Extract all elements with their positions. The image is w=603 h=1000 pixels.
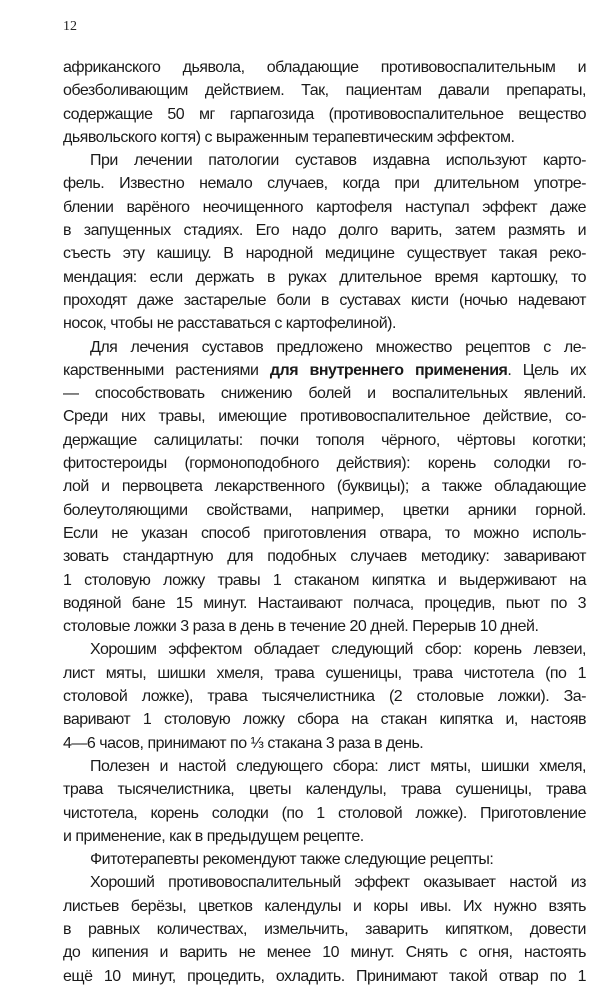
text-line: — способствовать снижению болей и воспалительных явлений. <box>63 385 586 403</box>
text-line: болеутоляющими свойствами, например, цветки арники горной. <box>63 501 586 519</box>
text-line: в равных количествах, измельчить, заварить кипятком, довести <box>63 920 586 938</box>
paragraph-7 <box>63 871 586 987</box>
paragraph-1 <box>63 56 586 149</box>
text-line: Среди них травы, имеющие противовоспалительное действие, со- <box>63 408 586 426</box>
text-line: 1 столовую ложку травы 1 стаканом кипятка и выдерживают на <box>63 571 586 589</box>
text-line: листьев берёзы, цветков календулы и коры ивы. Их нужно взять <box>63 897 586 915</box>
text-line: Хорошим эффектом обладает следующий сбор: корень левзеи, <box>90 641 586 659</box>
text-line: проходят даже застарелые боли в суставах кисти (ночью надевают <box>63 291 586 309</box>
text-line: содержащие 50 мг гарпагозида (противовоспалительное вещество <box>63 105 586 123</box>
paragraph-2 <box>63 149 586 335</box>
text-line: лист мяты, шишки хмеля, трава сушеницы, трава чистотела (по 1 <box>63 664 586 682</box>
paragraph-5 <box>63 755 586 848</box>
text-line: мендация: если держать в руках длительное время картошку, то <box>63 268 586 286</box>
text-line: обезболивающим действием. Так, пациентам давали препараты, <box>63 82 586 100</box>
text-line: Фитотерапевты рекомендуют также следующие рецепты: <box>90 851 494 869</box>
page-body <box>63 56 586 988</box>
text-line: При лечении патологии суставов издавна используют карто- <box>90 152 586 170</box>
text-line: Полезен и настой следующего сбора: лист мяты, шишки хмеля, <box>90 757 586 775</box>
paragraph-3 <box>63 336 586 639</box>
text-line: и применение, как в предыдущем рецепте. <box>63 827 364 845</box>
text-line: африканского дьявола, обладающие противовоспалительным и <box>63 59 586 76</box>
text-line: 4—6 часов, принимают по ⅓ стакана 3 раза в день. <box>63 734 424 752</box>
text-line: зовать стандартную для подобных случаев методику: заваривают <box>63 548 586 566</box>
text-line: трава тысячелистника, цветы календулы, трава сушеницы, трава <box>63 781 586 799</box>
text-segment: . Цель их <box>507 361 586 379</box>
page-number: 12 <box>63 19 77 34</box>
bold-emphasis: для внутреннего применения <box>269 361 508 379</box>
text-line: носок, чтобы не расставаться с картофелиной). <box>63 315 396 333</box>
text-line: Для лечения суставов предложено множество рецептов с ле- <box>90 338 586 356</box>
text-line: водяной бане 15 минут. Настаивают полчаса, процедив, пьют по 3 <box>63 594 586 612</box>
text-line: лой и первоцвета лекарственного (буквицы); а также обладающие <box>63 478 586 496</box>
text-line: блении варёного неочищенного картофеля наступал эффект даже <box>63 198 586 216</box>
text-line: съесть эту кашицу. В народной медицине существует такая реко- <box>63 245 586 263</box>
text-line: столовые ложки 3 раза в день в течение 20 дней. Перерыв 10 дней. <box>63 618 539 636</box>
text-line: чистотела, корень солодки (по 1 столовой ложке). Приготовление <box>63 804 586 822</box>
text-line: столовой ложке), трава тысячелистника (2 столовые ложки). За- <box>63 688 586 706</box>
paragraph-4 <box>63 638 586 754</box>
text-line: варивают 1 столовую ложку сбора на стакан кипятка и, настояв <box>63 711 586 729</box>
text-line <box>63 359 586 382</box>
text-line: фель. Известно немало случаев, когда при длительном употре- <box>63 175 586 193</box>
text-line: Хороший противовоспалительный эффект оказывает настой из <box>90 874 586 892</box>
text-line: дьявольского когтя) с выраженным терапевтическим эффектом. <box>63 128 515 146</box>
text-line: до кипения и варить не менее 10 минут. Снять с огня, настоять <box>63 944 586 962</box>
text-line: Если не указан способ приготовления отвара, то можно исполь- <box>63 524 586 542</box>
paragraph-6 <box>63 848 586 871</box>
text-line: фитостероиды (гормоноподобного действия): корень солодки го- <box>63 455 586 473</box>
text-segment: карственными растениями <box>63 361 270 379</box>
text-line: ещё 10 минут, процедить, охладить. Принимают такой отвар по 1 <box>63 967 586 985</box>
text-line: держащие салицилаты: почки тополя чёрного, чёртовы коготки; <box>63 431 586 449</box>
text-line: в запущенных стадиях. Его надо долго варить, затем размять и <box>63 222 586 240</box>
